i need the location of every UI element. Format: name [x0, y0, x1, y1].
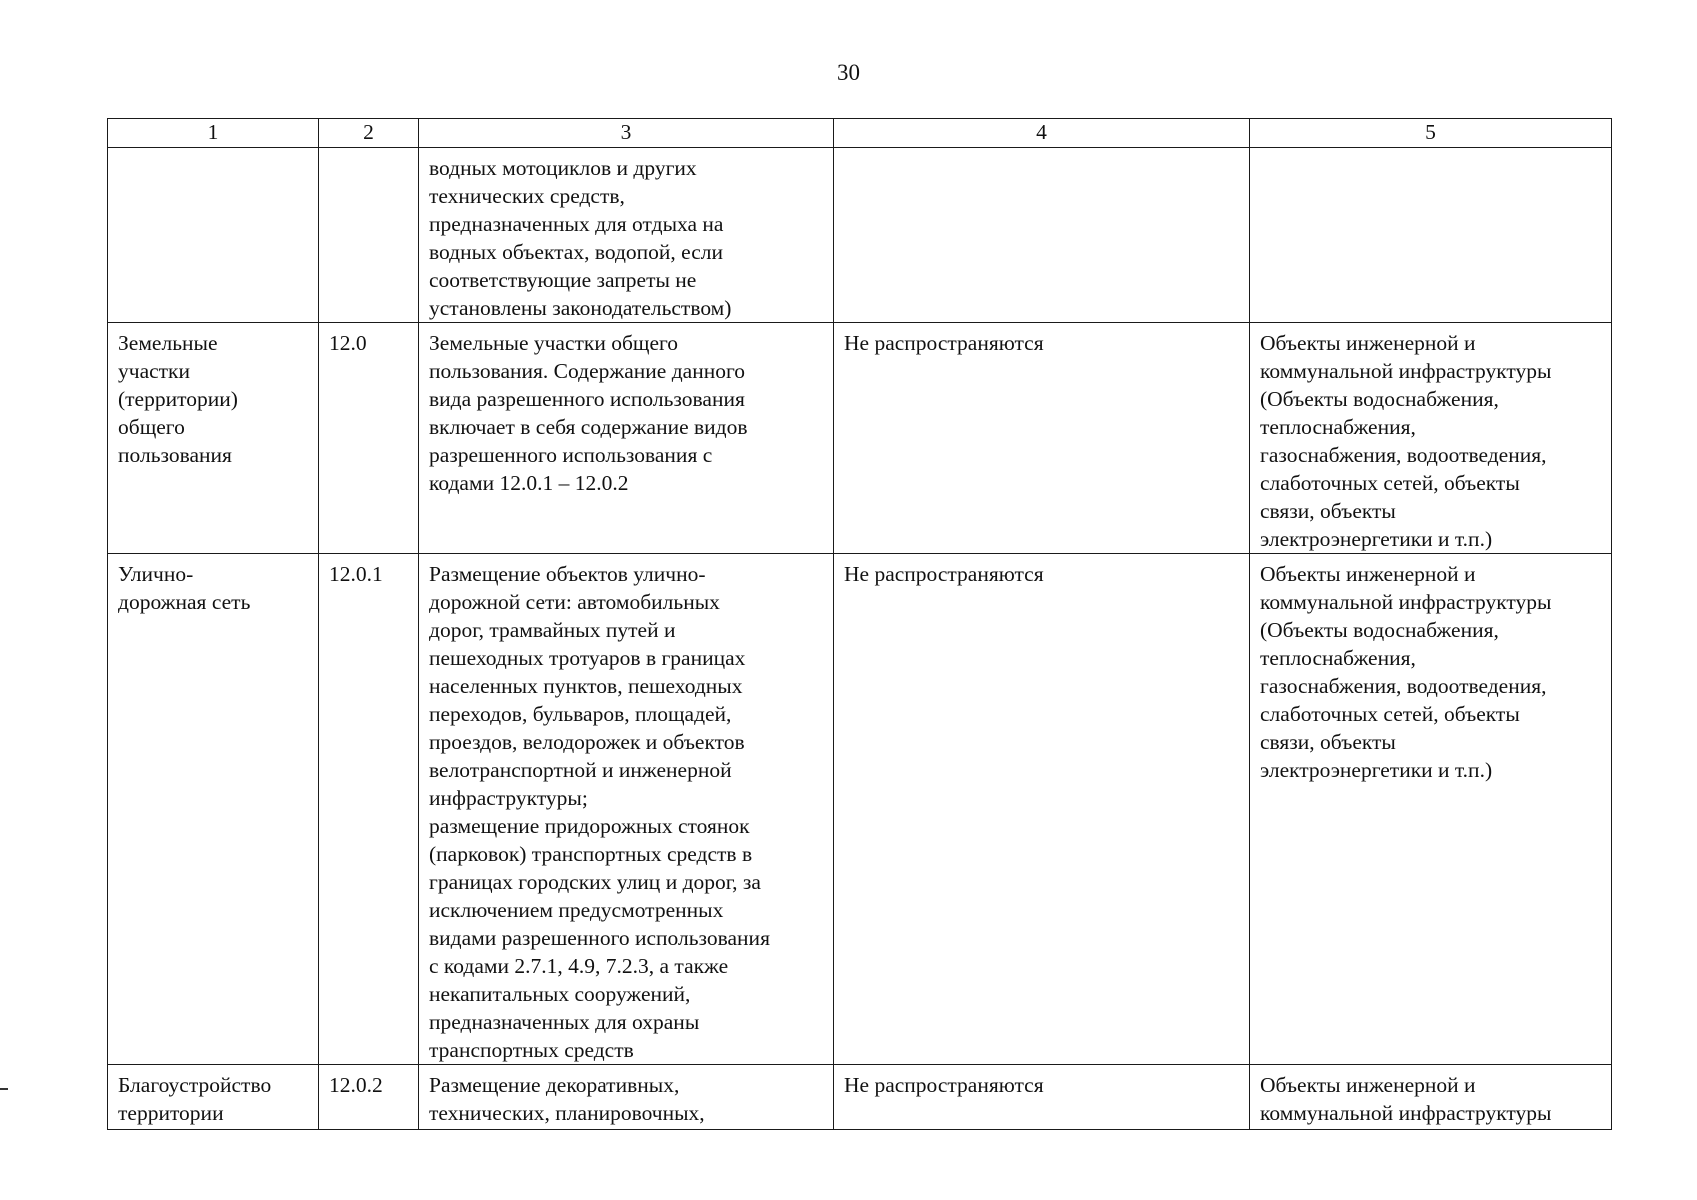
name-line: территории [118, 1101, 224, 1125]
row-code-cell: 12.0 [319, 323, 419, 554]
name-line: Улично- [118, 562, 194, 586]
description-line: некапитальных сооружений, [429, 982, 691, 1006]
table-row [108, 323, 1612, 554]
name-line: общего [118, 415, 185, 439]
description-line: установлены законодательством) [429, 296, 732, 320]
description-line: дорожной сети: автомобильных [429, 590, 720, 614]
row-col4-cell: Не распространяются [834, 554, 1250, 1065]
col5-line: коммунальной инфраструктуры [1260, 590, 1552, 614]
description-line: водных объектах, водопой, если [429, 240, 724, 264]
col5-line: Объекты инженерной и [1260, 1073, 1476, 1097]
col5-line: Объекты инженерной и [1260, 562, 1476, 586]
description-line: границах городских улиц и дорог, за [429, 870, 761, 894]
col5-line: теплоснабжения, [1260, 415, 1416, 439]
description-line: предназначенных для охраны [429, 1010, 700, 1034]
col5-line: газоснабжения, водоотведения, [1260, 674, 1547, 698]
description-line: транспортных средств [429, 1038, 634, 1062]
name-line: (территории) [118, 387, 238, 411]
row-col5-cell [1250, 1065, 1612, 1130]
table-row [108, 148, 1612, 323]
description-line: включает в себя содержание видов [429, 415, 748, 439]
col5-line: электроэнергетики и т.п.) [1260, 527, 1493, 551]
column-header-1: 1 [108, 119, 319, 148]
page-number: 30 [837, 60, 860, 85]
row-col5-cell [1250, 554, 1612, 1065]
description-line: вида разрешенного использования [429, 387, 745, 411]
row-description-cell [419, 554, 834, 1065]
name-line: Земельные [118, 331, 218, 355]
col5-line: коммунальной инфраструктуры [1260, 359, 1552, 383]
row-col4-cell [834, 148, 1250, 323]
col5-line: теплоснабжения, [1260, 646, 1416, 670]
col5-line: (Объекты водоснабжения, [1260, 387, 1499, 411]
col5-line: электроэнергетики и т.п.) [1260, 758, 1493, 782]
description-line: с кодами 2.7.1, 4.9, 7.2.3, а также [429, 954, 729, 978]
col5-line: связи, объекты [1260, 499, 1396, 523]
row-col4-cell: Не распространяются [834, 1065, 1250, 1130]
row-code-cell: 12.0.1 [319, 554, 419, 1065]
description-line: инфраструктуры; [429, 786, 588, 810]
description-line: разрешенного использования с [429, 443, 713, 467]
row-col5-cell [1250, 323, 1612, 554]
description-line: пешеходных тротуаров в границах [429, 646, 746, 670]
description-line: Размещение объектов улично- [429, 562, 706, 586]
name-line: дорожная сеть [118, 590, 251, 614]
description-line: проездов, велодорожек и объектов [429, 730, 745, 754]
table-header-row [108, 119, 1612, 148]
column-header-4: 4 [834, 119, 1250, 148]
description-line: видами разрешенного использования [429, 926, 770, 950]
column-header-3: 3 [419, 119, 834, 148]
col5-line: слаботочных сетей, объекты [1260, 702, 1520, 726]
col5-line: (Объекты водоснабжения, [1260, 618, 1499, 642]
description-line: дорог, трамвайных путей и [429, 618, 676, 642]
description-line: пользования. Содержание данного [429, 359, 745, 383]
row-code-cell: 12.0.2 [319, 1065, 419, 1130]
description-line: технических, планировочных, [429, 1101, 705, 1125]
row-name-cell [108, 554, 319, 1065]
row-name-cell [108, 323, 319, 554]
scan-edge-mark [0, 1088, 8, 1090]
name-line: участки [118, 359, 190, 383]
row-description-cell [419, 1065, 834, 1130]
description-line: исключением предусмотренных [429, 898, 724, 922]
col5-line: слаботочных сетей, объекты [1260, 471, 1520, 495]
description-line: велотранспортной и инженерной [429, 758, 732, 782]
description-line: Размещение декоративных, [429, 1073, 680, 1097]
column-header-2: 2 [319, 119, 419, 148]
row-col5-cell [1250, 148, 1612, 323]
column-header-5: 5 [1250, 119, 1612, 148]
col5-line: коммунальной инфраструктуры [1260, 1101, 1552, 1125]
table-row [108, 1065, 1612, 1130]
name-line: Благоустройство [118, 1073, 272, 1097]
row-description-cell [419, 148, 834, 323]
row-description-cell [419, 323, 834, 554]
row-name-cell [108, 148, 319, 323]
row-name-cell [108, 1065, 319, 1130]
land-use-table [107, 118, 1612, 1130]
description-line: Земельные участки общего [429, 331, 679, 355]
description-line: размещение придорожных стоянок [429, 814, 750, 838]
row-code-cell [319, 148, 419, 323]
col5-line: связи, объекты [1260, 730, 1396, 754]
description-line: предназначенных для отдыха на [429, 212, 724, 236]
description-line: (парковок) транспортных средств в [429, 842, 753, 866]
col5-line: газоснабжения, водоотведения, [1260, 443, 1547, 467]
description-line: кодами 12.0.1 – 12.0.2 [429, 471, 629, 495]
description-line: соответствующие запреты не [429, 268, 697, 292]
description-line: переходов, бульваров, площадей, [429, 702, 732, 726]
row-col4-cell: Не распространяются [834, 323, 1250, 554]
description-line: технических средств, [429, 184, 625, 208]
name-line: пользования [118, 443, 232, 467]
description-line: населенных пунктов, пешеходных [429, 674, 743, 698]
description-line: водных мотоциклов и других [429, 156, 697, 180]
table-row [108, 554, 1612, 1065]
col5-line: Объекты инженерной и [1260, 331, 1476, 355]
